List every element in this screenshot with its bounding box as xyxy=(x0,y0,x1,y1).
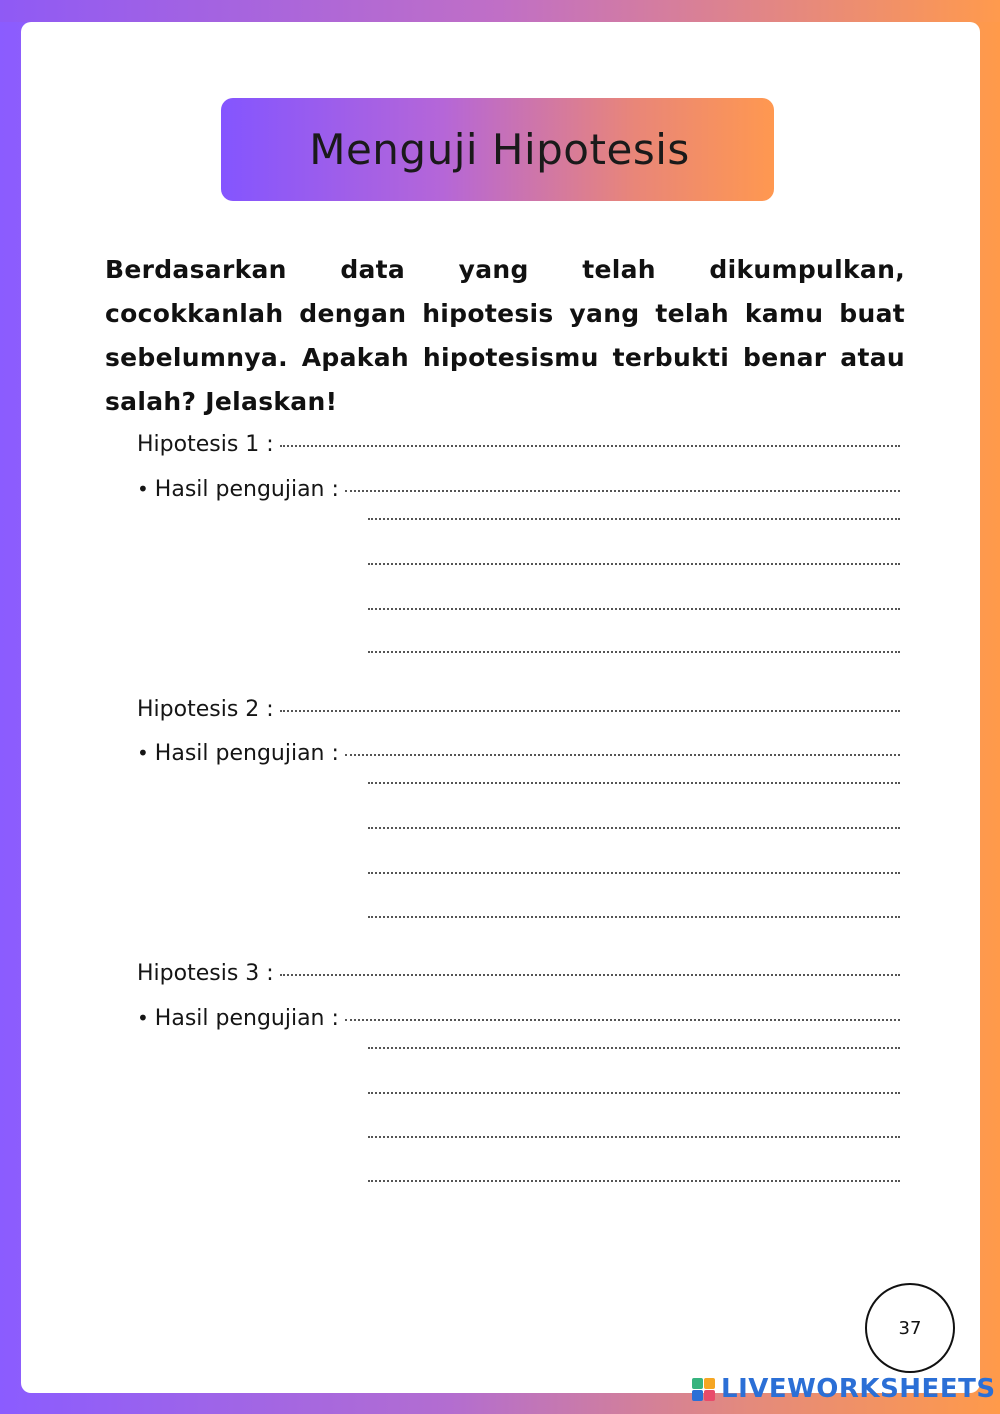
result-1-line-3 xyxy=(362,567,900,569)
result-3-line-3 xyxy=(362,1096,900,1098)
answer-line[interactable] xyxy=(368,827,900,829)
answer-line[interactable] xyxy=(368,608,900,610)
answer-line[interactable] xyxy=(368,563,900,565)
result-2-line-4 xyxy=(362,876,900,878)
result-3-answer-line[interactable] xyxy=(345,1019,900,1021)
result-3-label: Hasil pengujian : xyxy=(154,1006,339,1031)
hypothesis-2-label: Hipotesis 2 : xyxy=(137,697,274,722)
hypothesis-2-row xyxy=(137,697,900,722)
liveworksheets-logo-icon xyxy=(692,1378,715,1401)
result-1-line-2 xyxy=(362,522,900,524)
result-2-answer-line[interactable] xyxy=(345,754,900,756)
result-3-line-2 xyxy=(362,1051,900,1053)
answer-line[interactable] xyxy=(368,1180,900,1182)
hypothesis-3-row xyxy=(137,961,900,986)
bullet-icon: • xyxy=(137,477,149,501)
page-number-text: 37 xyxy=(898,1317,922,1339)
result-3-row xyxy=(137,1006,900,1031)
answer-line[interactable] xyxy=(368,872,900,874)
result-3-line-4 xyxy=(362,1140,900,1142)
result-2-label: Hasil pengujian : xyxy=(154,741,339,766)
bullet-icon: • xyxy=(137,1006,149,1030)
result-1-line-4 xyxy=(362,612,900,614)
top-gradient-strip xyxy=(0,0,1000,22)
brand-name: LIVEWORKSHEETS xyxy=(721,1374,996,1404)
instructions-text: Berdasarkan data yang telah dikumpulkan, cocokkanlah dengan hipotesis yang telah kamu buat sebelumnya. Apakah hipotesismu terbukti benar atau salah? Jelaskan! xyxy=(105,255,905,416)
bullet-icon: • xyxy=(137,741,149,765)
title-banner xyxy=(221,98,774,201)
page-title: Menguji Hipotesis xyxy=(309,125,690,174)
hypothesis-2-answer-line[interactable] xyxy=(280,710,900,712)
hypothesis-3-label: Hipotesis 3 : xyxy=(137,961,274,986)
answer-line[interactable] xyxy=(368,782,900,784)
liveworksheets-brand[interactable] xyxy=(692,1374,996,1404)
result-2-line-2 xyxy=(362,786,900,788)
result-1-line-5 xyxy=(362,655,900,657)
result-2-line-3 xyxy=(362,831,900,833)
answer-line[interactable] xyxy=(368,1047,900,1049)
answer-line[interactable] xyxy=(368,518,900,520)
result-1-row xyxy=(137,477,900,502)
hypothesis-1-row xyxy=(137,432,900,457)
hypothesis-1-answer-line[interactable] xyxy=(280,445,900,447)
answer-line[interactable] xyxy=(368,1092,900,1094)
hypothesis-3-answer-line[interactable] xyxy=(280,974,900,976)
page-number xyxy=(865,1283,955,1373)
result-1-answer-line[interactable] xyxy=(345,490,900,492)
result-2-line-5 xyxy=(362,920,900,922)
answer-line[interactable] xyxy=(368,651,900,653)
answer-line[interactable] xyxy=(368,916,900,918)
result-1-label: Hasil pengujian : xyxy=(154,477,339,502)
hypothesis-1-label: Hipotesis 1 : xyxy=(137,432,274,457)
result-3-line-5 xyxy=(362,1184,900,1186)
answer-line[interactable] xyxy=(368,1136,900,1138)
result-2-row xyxy=(137,741,900,766)
